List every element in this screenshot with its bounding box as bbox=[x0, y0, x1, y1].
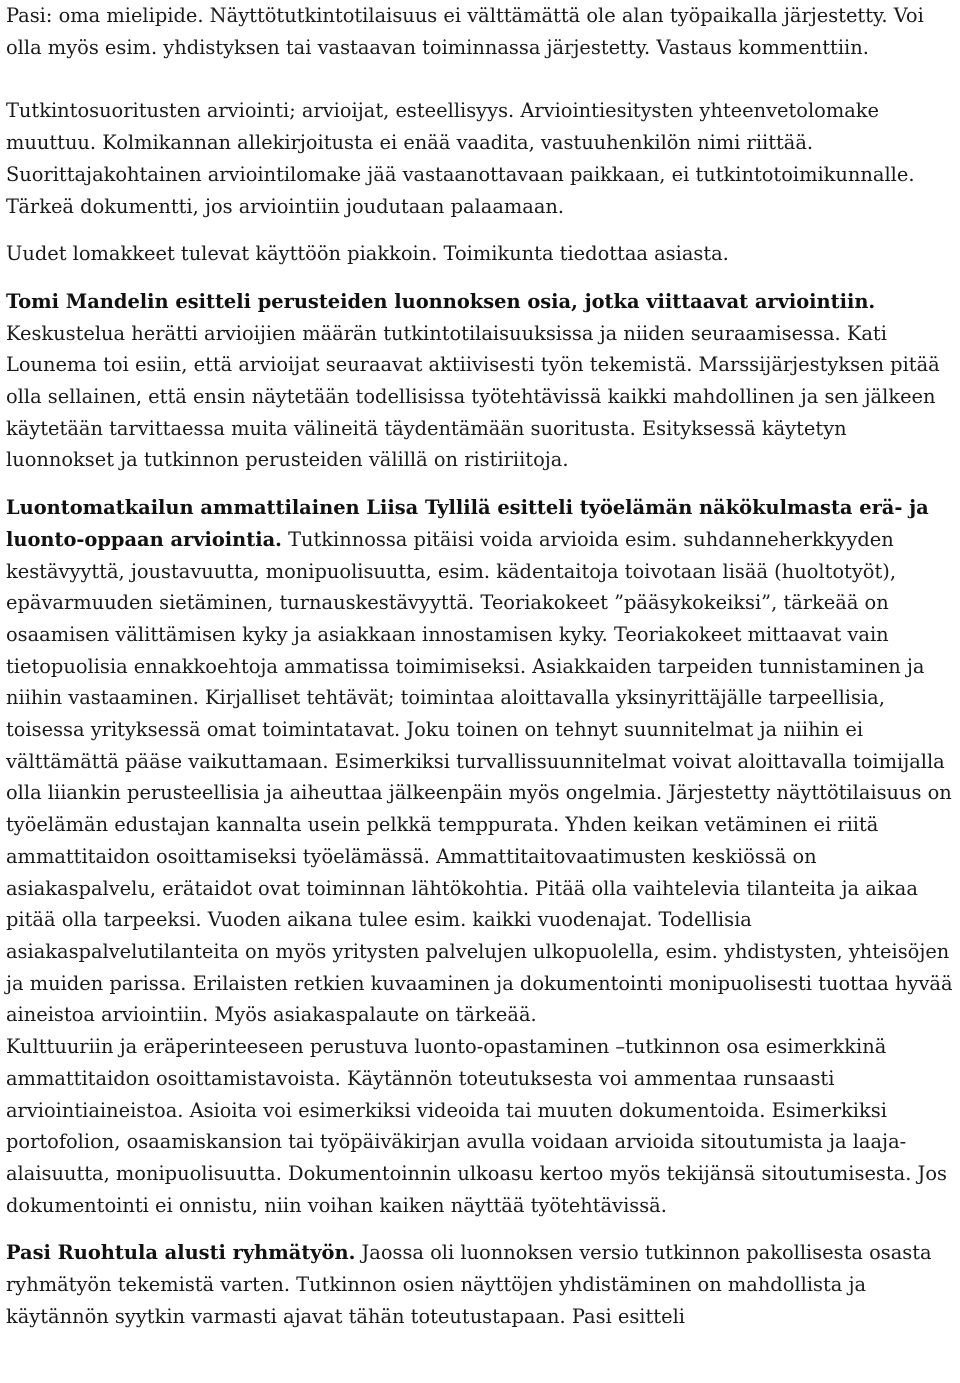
spacer bbox=[6, 63, 956, 95]
paragraph-body-tyllila: Tutkinnossa pitäisi voida arvioida esim. suhdanneherkkyyden kestävyyttä, joustavuutta, monipuolisuutta, esim. kädentaitoja toivotaan lisää (huoltotyöt), epävarmuuden sietäminen, turnauskestävyyttä. Teoriakokeet ”pääsykokeiksi”, tärkeää on osaamisen välittämisen kyky ja asiakkaan innostamisen kyky. Teoriakokeet mittaavat vain tietopuolisia ennakkoehtoja ammatissa toimimiseksi. Asiakkaiden tarpeiden tunnistaminen ja niihin vastaaminen. Kirjalliset tehtävät; toimintaa aloittavalla yksinyrittäjälle tarpeellisia, toisessa yrityksessä omat toimintatavat. Joku toinen on tehnyt suunnitelmat ja niihin ei välttämättä pääse vaikuttamaan. Esimerkiksi turvallissuunnitelmat voivat aloittavalla toimijalla olla liiankin perusteellisia ja aiheuttaa jälkeenpäin myös ongelmia. Järjestetty näyttötilaisuus on työelämän edustajan kannalta usein pelkkä temppurata. Yhden keikan vetäminen ei riitä ammattitaidon osoittamiseksi työelämässä. Ammattitaitovaatimusten keskiössä on asiakaspalvelu, erätaidot ovat toiminnan lähtökohtia. Pitää olla vaihtelevia tilanteita ja aikaa pitää olla tarpeeksi. Vuoden aikana tulee esim. kaikki vuodenajat. Todellisia asiakaspalvelutilanteita on myös yritysten palvelujen ulkopuolella, esim. yhdistysten, yhteisöjen ja muiden parissa. Erilaisten retkien kuvaaminen ja dokumentointi monipuolisesti tuottaa hyvää aineistoa arviointiin. Myös asiakaspalaute on tärkeää. bbox=[6, 527, 953, 1027]
spacer bbox=[6, 222, 956, 238]
spacer bbox=[6, 1221, 956, 1237]
spacer bbox=[6, 476, 956, 492]
paragraph-heading-tyllila: Luontomatkailun ammattilainen Liisa Tyllilä esitteli työelämän näkökulmasta erä- ja luonto-oppaan arviointia. bbox=[6, 496, 929, 551]
document-page bbox=[6, 0, 956, 1332]
paragraph-ruohtula bbox=[6, 1237, 956, 1332]
paragraph-body-ruohtula: Jaossa oli luonnoksen versio tutkinnon pakollisesta osasta ryhmätyön tekemistä varten. Tutkinnon osien näyttöjen yhdistäminen on mahdollista ja käytännön syytkin varmasti ajavat tähän toteutustapaan. Pasi esitteli bbox=[6, 1241, 932, 1328]
paragraph-mandelin bbox=[6, 286, 956, 476]
paragraph-culture-guiding: Kulttuuriin ja eräperinteeseen perustuva luonto-opastaminen –tutkinnon osa esimerkkinä ammattitaidon osoittamistavoista. Käytännön toteutuksesta voi ammentaa runsaasti arviointiaineistoa. Asioita voi esimerkiksi videoida tai muuten dokumentoida. Esimerkiksi portofolion, osaamiskansion tai työpäiväkirjan avulla voidaan arvioida sitoutumista ja laaja-alaisuutta, monipuolisuutta. Dokumentoinnin ulkoasu kertoo myös tekijänsä sitoutumisesta. Jos dokumentointi ei onnistu, niin voihan kaiken näyttää työtehtävissä. bbox=[6, 1035, 947, 1217]
paragraph-opinion: Pasi: oma mielipide. Näyttötutkintotilaisuus ei välttämättä ole alan työpaikalla järjestetty. Voi olla myös esim. yhdistyksen tai vastaavan toiminnassa järjestetty. Vastaus kommenttiin. bbox=[6, 4, 924, 59]
paragraph-assessment-forms: Tutkintosuoritusten arviointi; arvioijat, esteellisyys. Arviointiesitysten yhteenvetolomake muuttuu. Kolmikannan allekirjoitusta ei enää vaadita, vastuuhenkilön nimi riittää. Suorittajakohtainen arviointilomake jää vastaanottavaan paikkaan, ei tutkintotoimikunnalle. Tärkeä dokumentti, jos arviointiin joudutaan palaamaan. bbox=[6, 99, 915, 218]
paragraph-tyllila bbox=[6, 492, 956, 1031]
paragraph-heading-ruohtula: Pasi Ruohtula alusti ryhmätyön. bbox=[6, 1241, 356, 1265]
paragraph-new-forms: Uudet lomakkeet tulevat käyttöön piakkoin. Toimikunta tiedottaa asiasta. bbox=[6, 242, 729, 266]
paragraph-body-mandelin: Keskustelua herätti arvioijien määrän tutkintotilaisuuksissa ja niiden seuraamisessa. Kati Lounema toi esiin, että arvioijat seuraavat aktiivisesti työn tekemistä. Marssijärjestyksen pitää olla sellainen, että ensin näytetään todellisissa työtehtävissä kaikki mahdollinen ja sen jälkeen käytetään tarvittaessa muita välineitä täydentämään suoritusta. Esityksessä käytetyn luonnokset ja tutkinnon perusteiden välillä on ristiriitoja. bbox=[6, 321, 940, 472]
paragraph-heading-mandelin: Tomi Mandelin esitteli perusteiden luonnoksen osia, jotka viittaavat arviointiin. bbox=[6, 289, 876, 313]
spacer bbox=[6, 270, 956, 286]
